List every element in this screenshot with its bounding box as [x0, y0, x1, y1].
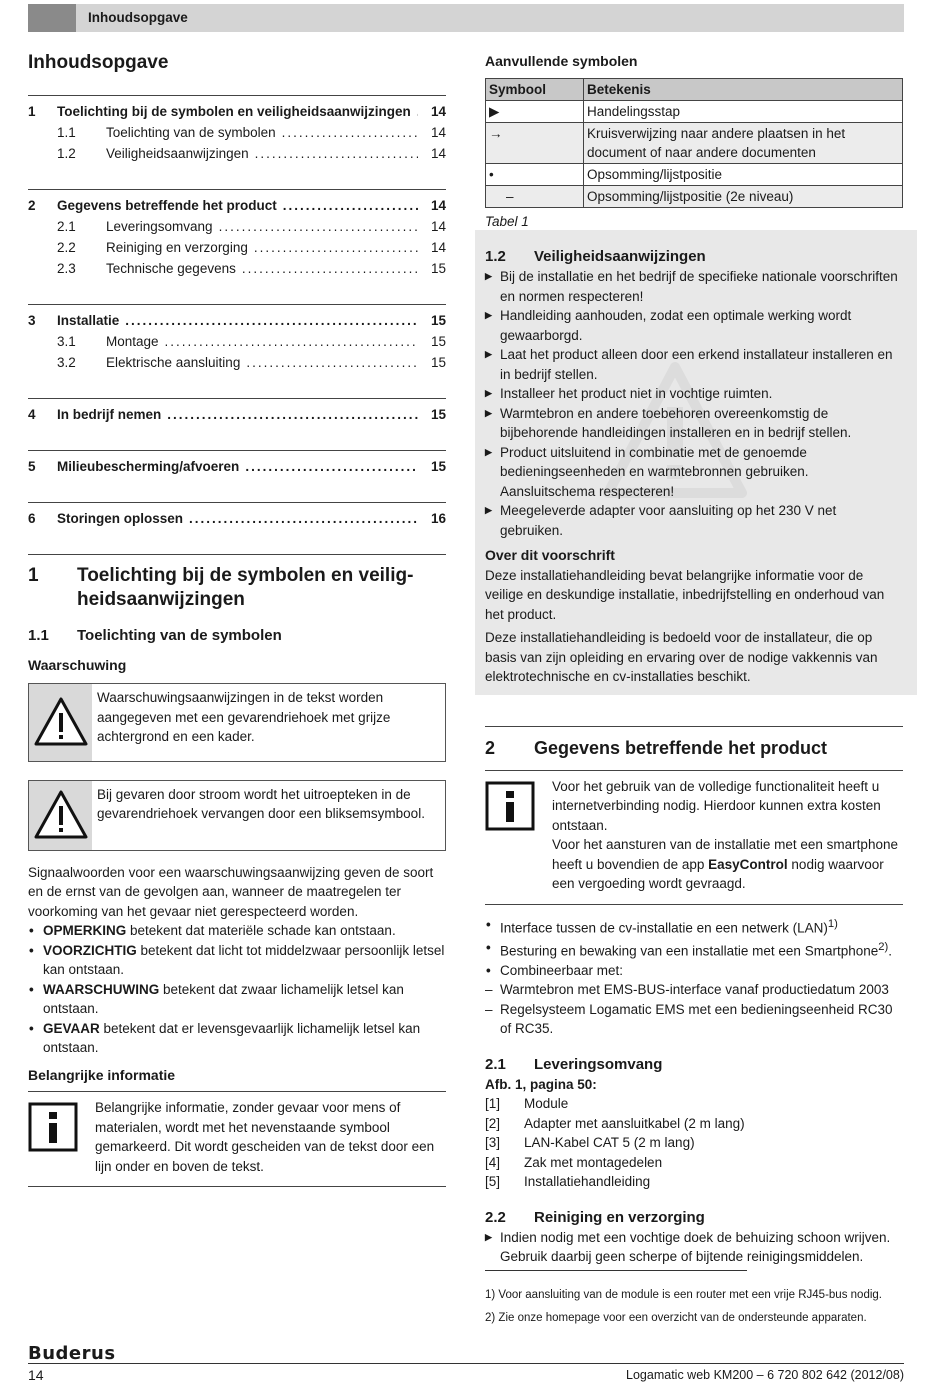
toc-number: 1.2	[57, 145, 76, 161]
signal-meaning: betekent dat licht tot middelzwaar persoonlijk letsel kan ontstaan.	[43, 942, 445, 977]
safety-instructions-list	[485, 267, 903, 540]
toc-entry[interactable]	[28, 332, 446, 353]
p2-text-a: Voor het aansturen van de installatie met een smartphone heeft u bovendien de app	[552, 837, 898, 872]
toc-entry[interactable]	[28, 457, 446, 478]
toc-entry[interactable]	[28, 405, 446, 426]
table-row	[486, 122, 903, 163]
toc-entry[interactable]	[28, 353, 446, 374]
subsection-number: 1.1	[28, 626, 49, 644]
item-value: Installatiehandleiding	[524, 1174, 651, 1189]
toc-page: 14	[430, 239, 446, 255]
delivery-scope-list	[485, 1094, 903, 1192]
subsection-title: Reiniging en verzorging	[534, 1208, 705, 1226]
signal-word: WAARSCHUWING	[43, 981, 160, 997]
product-info-p2	[552, 835, 903, 894]
app-name: EasyControl	[708, 856, 788, 872]
footnote-ref: 1)	[827, 917, 838, 930]
list-item	[28, 921, 446, 941]
toc-number: 2	[28, 197, 36, 213]
toc-number: 6	[28, 510, 36, 526]
list-item	[485, 961, 903, 981]
about-paragraph-1: Deze installatiehandleiding bevat belangrijke informatie voor de veilige en deskundige installatie, inbedrijfstelling en onderhoud van het product.	[485, 567, 885, 622]
toc-title: Technische gegevens	[106, 260, 236, 276]
toc-number: 3	[28, 312, 36, 328]
product-info-box	[485, 770, 903, 905]
toc-title: Leveringsomvang	[106, 218, 213, 234]
warning-box	[28, 683, 446, 762]
list-item	[28, 941, 446, 980]
list-item: – Regelsysteem Logamatic EMS met een bedieningseenheid RC30 of RC35.	[485, 1000, 903, 1039]
section-1-heading	[28, 554, 446, 612]
symbol-cell: →	[486, 122, 584, 163]
list-item	[28, 1019, 446, 1058]
footnote-ref: 2)	[878, 940, 889, 953]
item-value: LAN-Kabel CAT 5 (2 m lang)	[524, 1135, 695, 1150]
toc-group	[28, 450, 446, 478]
info-box	[28, 1091, 446, 1187]
info-heading: Belangrijke informatie	[28, 1066, 176, 1083]
title-part-a: Toelichting bij de symbolen en veilig-	[77, 564, 414, 586]
signal-meaning: betekent dat materiële schade kan ontstaan.	[126, 923, 396, 938]
electric-warning-text: Bij gevaren door stroom wordt het uitroepteken in de gevarendriehoek vervangen door een bliksemsymbool.	[97, 786, 425, 821]
symbols-table	[485, 78, 903, 208]
signal-meaning: betekent dat zwaar lichamelijk letsel kan ontstaan.	[43, 981, 404, 1016]
footer-divider	[28, 1363, 904, 1364]
item-key: [1]	[485, 1096, 501, 1111]
toc-entry[interactable]	[28, 217, 446, 238]
warning-box-text: Waarschuwingsaanwijzingen in de tekst worden aangegeven met een gevarendriehoek met grijze achtergrond en een kader.	[97, 690, 391, 744]
toc-title: Toelichting bij de symbolen en veiligheidsaanwijzingen	[57, 103, 411, 119]
toc-title: Gegevens betreffende het product	[57, 197, 277, 213]
info-icon	[28, 1098, 95, 1176]
toc-leader-dots	[282, 123, 418, 143]
section-1-1-heading	[28, 626, 446, 646]
toc-entry[interactable]	[28, 259, 446, 280]
toc-page: 15	[430, 333, 446, 349]
toc-title: Veiligheidsaanwijzingen	[106, 145, 249, 161]
toc-entry[interactable]	[28, 196, 446, 217]
list-item	[485, 1094, 903, 1114]
header-title: Inhoudsopgave	[88, 10, 188, 25]
signal-word: VOORZICHTIG	[43, 942, 137, 958]
toc-title: In bedrijf nemen	[57, 406, 162, 422]
toc-number: 1	[28, 103, 36, 119]
document-id: Logamatic web KM200 – 6 720 802 642 (2012/08)	[626, 1368, 904, 1382]
toc-entry[interactable]	[28, 509, 446, 530]
toc-group	[28, 502, 446, 530]
figure-reference: Afb. 1, pagina 50:	[485, 1076, 597, 1092]
list-item: ▶ Indien nodig met een vochtige doek de behuizing schoon wrijven. Gebruik daarbij geen scherpe of bijtende reinigingsmiddelen.	[485, 1228, 903, 1267]
toc-page: 14	[430, 218, 446, 234]
warning-triangle-icon	[29, 684, 92, 761]
symbol-cell: •	[486, 163, 584, 185]
item-key: [2]	[485, 1115, 501, 1131]
toc-number: 4	[28, 406, 36, 422]
footnote-divider	[485, 1270, 747, 1271]
signal-word: GEVAAR	[43, 1020, 100, 1036]
info-text: Belangrijke informatie, zonder gevaar voor mens of materialen, wordt met het nevenstaande symbool gemarkeerd. Dit wordt gescheiden van de tekst door een lijn onder en boven de tekst.	[95, 1100, 435, 1174]
toc-leader-dots	[219, 217, 418, 237]
signal-word-list	[28, 921, 446, 1058]
toc-leader-dots	[242, 259, 418, 279]
toc-number: 1.1	[57, 124, 76, 140]
product-info-p1: Voor het gebruik van de volledige functionaliteit heeft u internetverbinding nodig. Hierdoor kunnen extra kosten ontstaan.	[552, 778, 881, 833]
list-item	[485, 1133, 903, 1153]
toc-title: Milieubescherming/afvoeren	[57, 458, 240, 474]
table-row	[486, 100, 903, 122]
right-column	[485, 44, 903, 1267]
table-row	[486, 185, 903, 207]
header-bar	[28, 4, 904, 32]
toc-leader-dots	[189, 509, 418, 529]
item-value: Adapter met aansluitkabel (2 m lang)	[524, 1115, 745, 1131]
toc-number: 2.2	[57, 239, 76, 255]
product-feature-list	[485, 915, 903, 981]
item-value: Module	[524, 1096, 569, 1111]
toc-page: 16	[430, 510, 446, 526]
toc-number: 2.1	[57, 218, 76, 234]
section-title: Gegevens betreffende het product	[534, 737, 828, 758]
toc-entry[interactable]	[28, 102, 446, 123]
combination-list	[485, 980, 903, 1039]
table-caption: Tabel 1	[485, 213, 529, 229]
toc-title: Toelichting van de symbolen	[106, 124, 276, 140]
list-item: ▶ Bij de installatie en het bedrijf de specifieke nationale voorschriften en normen respecteren!	[485, 267, 903, 306]
toc-group	[28, 189, 446, 280]
title-part-b: heidsaanwijzingen	[77, 588, 245, 610]
header-tab-marker	[28, 4, 76, 32]
meaning-cell: Opsomming/lijstpositie	[584, 163, 903, 185]
meaning-cell: Kruisverwijzing naar andere plaatsen in het document of naar andere documenten	[584, 122, 903, 163]
toc-number: 3.2	[57, 354, 76, 370]
list-item: ▶ Product uitsluitend in combinatie met de genoemde bedieningseenheden en warmtebronnen gebruiken. Aansluitschema respecteren!	[485, 443, 903, 502]
electric-warning-box	[28, 780, 446, 851]
list-item	[485, 1153, 903, 1173]
list-item	[485, 915, 903, 938]
about-heading: Over dit voorschrift	[485, 547, 615, 563]
section-1-2-heading	[485, 247, 903, 267]
toc-leader-dots	[125, 311, 418, 331]
section-number: 1	[28, 564, 39, 586]
about-paragraph-2: Deze installatiehandleiding is bedoeld voor de installateur, die op basis van zijn opleiding en ervaring over de nodige vakkennis van elektrotechnische en cv-installaties beschikt.	[485, 630, 878, 684]
page-number: 14	[28, 1367, 44, 1383]
list-item: ▶ Warmtebron en andere toebehoren overeenkomstig de bijbehorende handleidingen installeren en in bedrijf stellen.	[485, 404, 903, 443]
subsection-number: 1.2	[485, 248, 506, 265]
toc-page: 15	[430, 406, 446, 422]
toc-number: 2.3	[57, 260, 76, 276]
list-item: ▶ Laat het product alleen door een erkend installateur installeren en in bedrijf stellen.	[485, 345, 903, 384]
toc-group	[28, 95, 446, 165]
toc-title: Storingen oplossen	[57, 510, 184, 526]
toc-page: 15	[430, 260, 446, 276]
table-header-symbol: Symbool	[486, 78, 584, 100]
extra-symbols-heading: Aanvullende symbolen	[485, 53, 638, 69]
info-icon	[485, 777, 552, 894]
section-title	[77, 564, 413, 612]
item-value: Zak met montagedelen	[524, 1154, 663, 1170]
meaning-cell: Opsomming/lijstpositie (2e niveau)	[584, 185, 903, 207]
toc-title: Montage	[106, 333, 159, 349]
toc-page: 15	[430, 312, 446, 328]
toc-leader-dots	[167, 405, 418, 425]
list-item: ▶ Handleiding aanhouden, zodat een optimale werking wordt gewaarborgd.	[485, 306, 903, 345]
list-item: – Warmtebron met EMS-BUS-interface vanaf productiedatum 2003	[485, 980, 903, 1000]
subsection-number: 2.2	[485, 1208, 506, 1226]
feature-end: .	[888, 943, 893, 958]
warning-triangle-icon	[29, 781, 92, 850]
list-item	[485, 1172, 903, 1192]
toc-leader-dots	[254, 238, 418, 258]
list-item: ▶ Installeer het product niet in vochtige ruimten.	[485, 384, 903, 404]
symbol-cell: –	[486, 185, 584, 207]
toc-leader-dots	[417, 102, 418, 122]
cleaning-list	[485, 1228, 903, 1267]
section-2-2-heading	[485, 1208, 903, 1228]
toc-group	[28, 304, 446, 374]
list-item: ▶ Meegeleverde adapter voor aansluiting op het 230 V net gebruiken.	[485, 501, 903, 540]
toc-entry[interactable]	[28, 144, 446, 165]
toc-entry[interactable]	[28, 311, 446, 332]
table-of-contents	[28, 95, 446, 530]
subsection-title: Leveringsomvang	[534, 1055, 663, 1073]
item-key: [4]	[485, 1154, 501, 1170]
toc-title: Installatie	[57, 312, 120, 328]
toc-number: 3.1	[57, 333, 76, 349]
left-column	[28, 44, 446, 1187]
table-header-meaning: Betekenis	[584, 78, 903, 100]
toc-group	[28, 398, 446, 426]
list-item	[485, 938, 903, 961]
footnote-1: 1) Voor aansluiting van de module is een router met een vrije RJ45-bus nodig.	[485, 1289, 882, 1301]
signal-word: OPMERKING	[43, 923, 127, 938]
feature-text: Combineerbaar met:	[500, 962, 624, 978]
signal-meaning: betekent dat er levensgevaarlijk lichamelijk letsel kan ontstaan.	[43, 1020, 421, 1055]
symbol-cell: ▶	[486, 100, 584, 122]
toc-entry[interactable]	[28, 238, 446, 259]
section-2-heading	[485, 726, 903, 760]
subsection-title: Toelichting van de symbolen	[77, 626, 282, 644]
toc-leader-dots	[283, 196, 418, 216]
toc-leader-dots	[165, 332, 418, 352]
brand-logo: Buderus	[28, 1343, 116, 1364]
meaning-cell: Handelingsstap	[584, 100, 903, 122]
toc-entry[interactable]	[28, 123, 446, 144]
warning-heading: Waarschuwing	[28, 656, 127, 673]
toc-heading: Inhoudsopgave	[28, 52, 169, 73]
toc-page: 15	[430, 354, 446, 370]
toc-leader-dots	[245, 457, 418, 477]
toc-page: 14	[430, 124, 446, 140]
signal-words-paragraph: Signaalwoorden voor een waarschuwingsaanwijzing geven de soort en de ernst van de gevolgen aan, wanneer de maatregelen ter voorkoming van het gevaar niet gerespecteerd worden.	[28, 864, 434, 919]
toc-page: 15	[430, 458, 446, 474]
list-item	[485, 1114, 903, 1134]
product-info-text	[552, 777, 903, 894]
footnote-2: 2) Zie onze homepage voor een overzicht van de ondersteunde apparaten.	[485, 1312, 867, 1324]
table-row	[486, 163, 903, 185]
list-item	[28, 980, 446, 1019]
item-key: [3]	[485, 1135, 501, 1150]
subsection-number: 2.1	[485, 1055, 506, 1073]
toc-leader-dots	[255, 144, 418, 164]
toc-title: Elektrische aansluiting	[106, 354, 241, 370]
section-number: 2	[485, 737, 496, 758]
p2-text-c: nodig waarvoor een vergoeding wordt gevraagd.	[552, 856, 884, 891]
feature-text: Besturing en bewaking van een installatie met een Smartphone	[500, 943, 879, 958]
toc-leader-dots	[246, 353, 418, 373]
toc-page: 14	[430, 145, 446, 161]
toc-title: Reiniging en verzorging	[106, 239, 248, 255]
toc-page: 14	[430, 103, 446, 119]
item-key: [5]	[485, 1174, 501, 1189]
toc-page: 14	[430, 197, 446, 213]
section-2-1-heading	[485, 1055, 903, 1075]
subsection-title: Veiligheidsaanwijzingen	[534, 248, 706, 265]
toc-number: 5	[28, 458, 36, 474]
feature-text: Interface tussen de cv-installatie en een netwerk (LAN)	[500, 920, 828, 935]
